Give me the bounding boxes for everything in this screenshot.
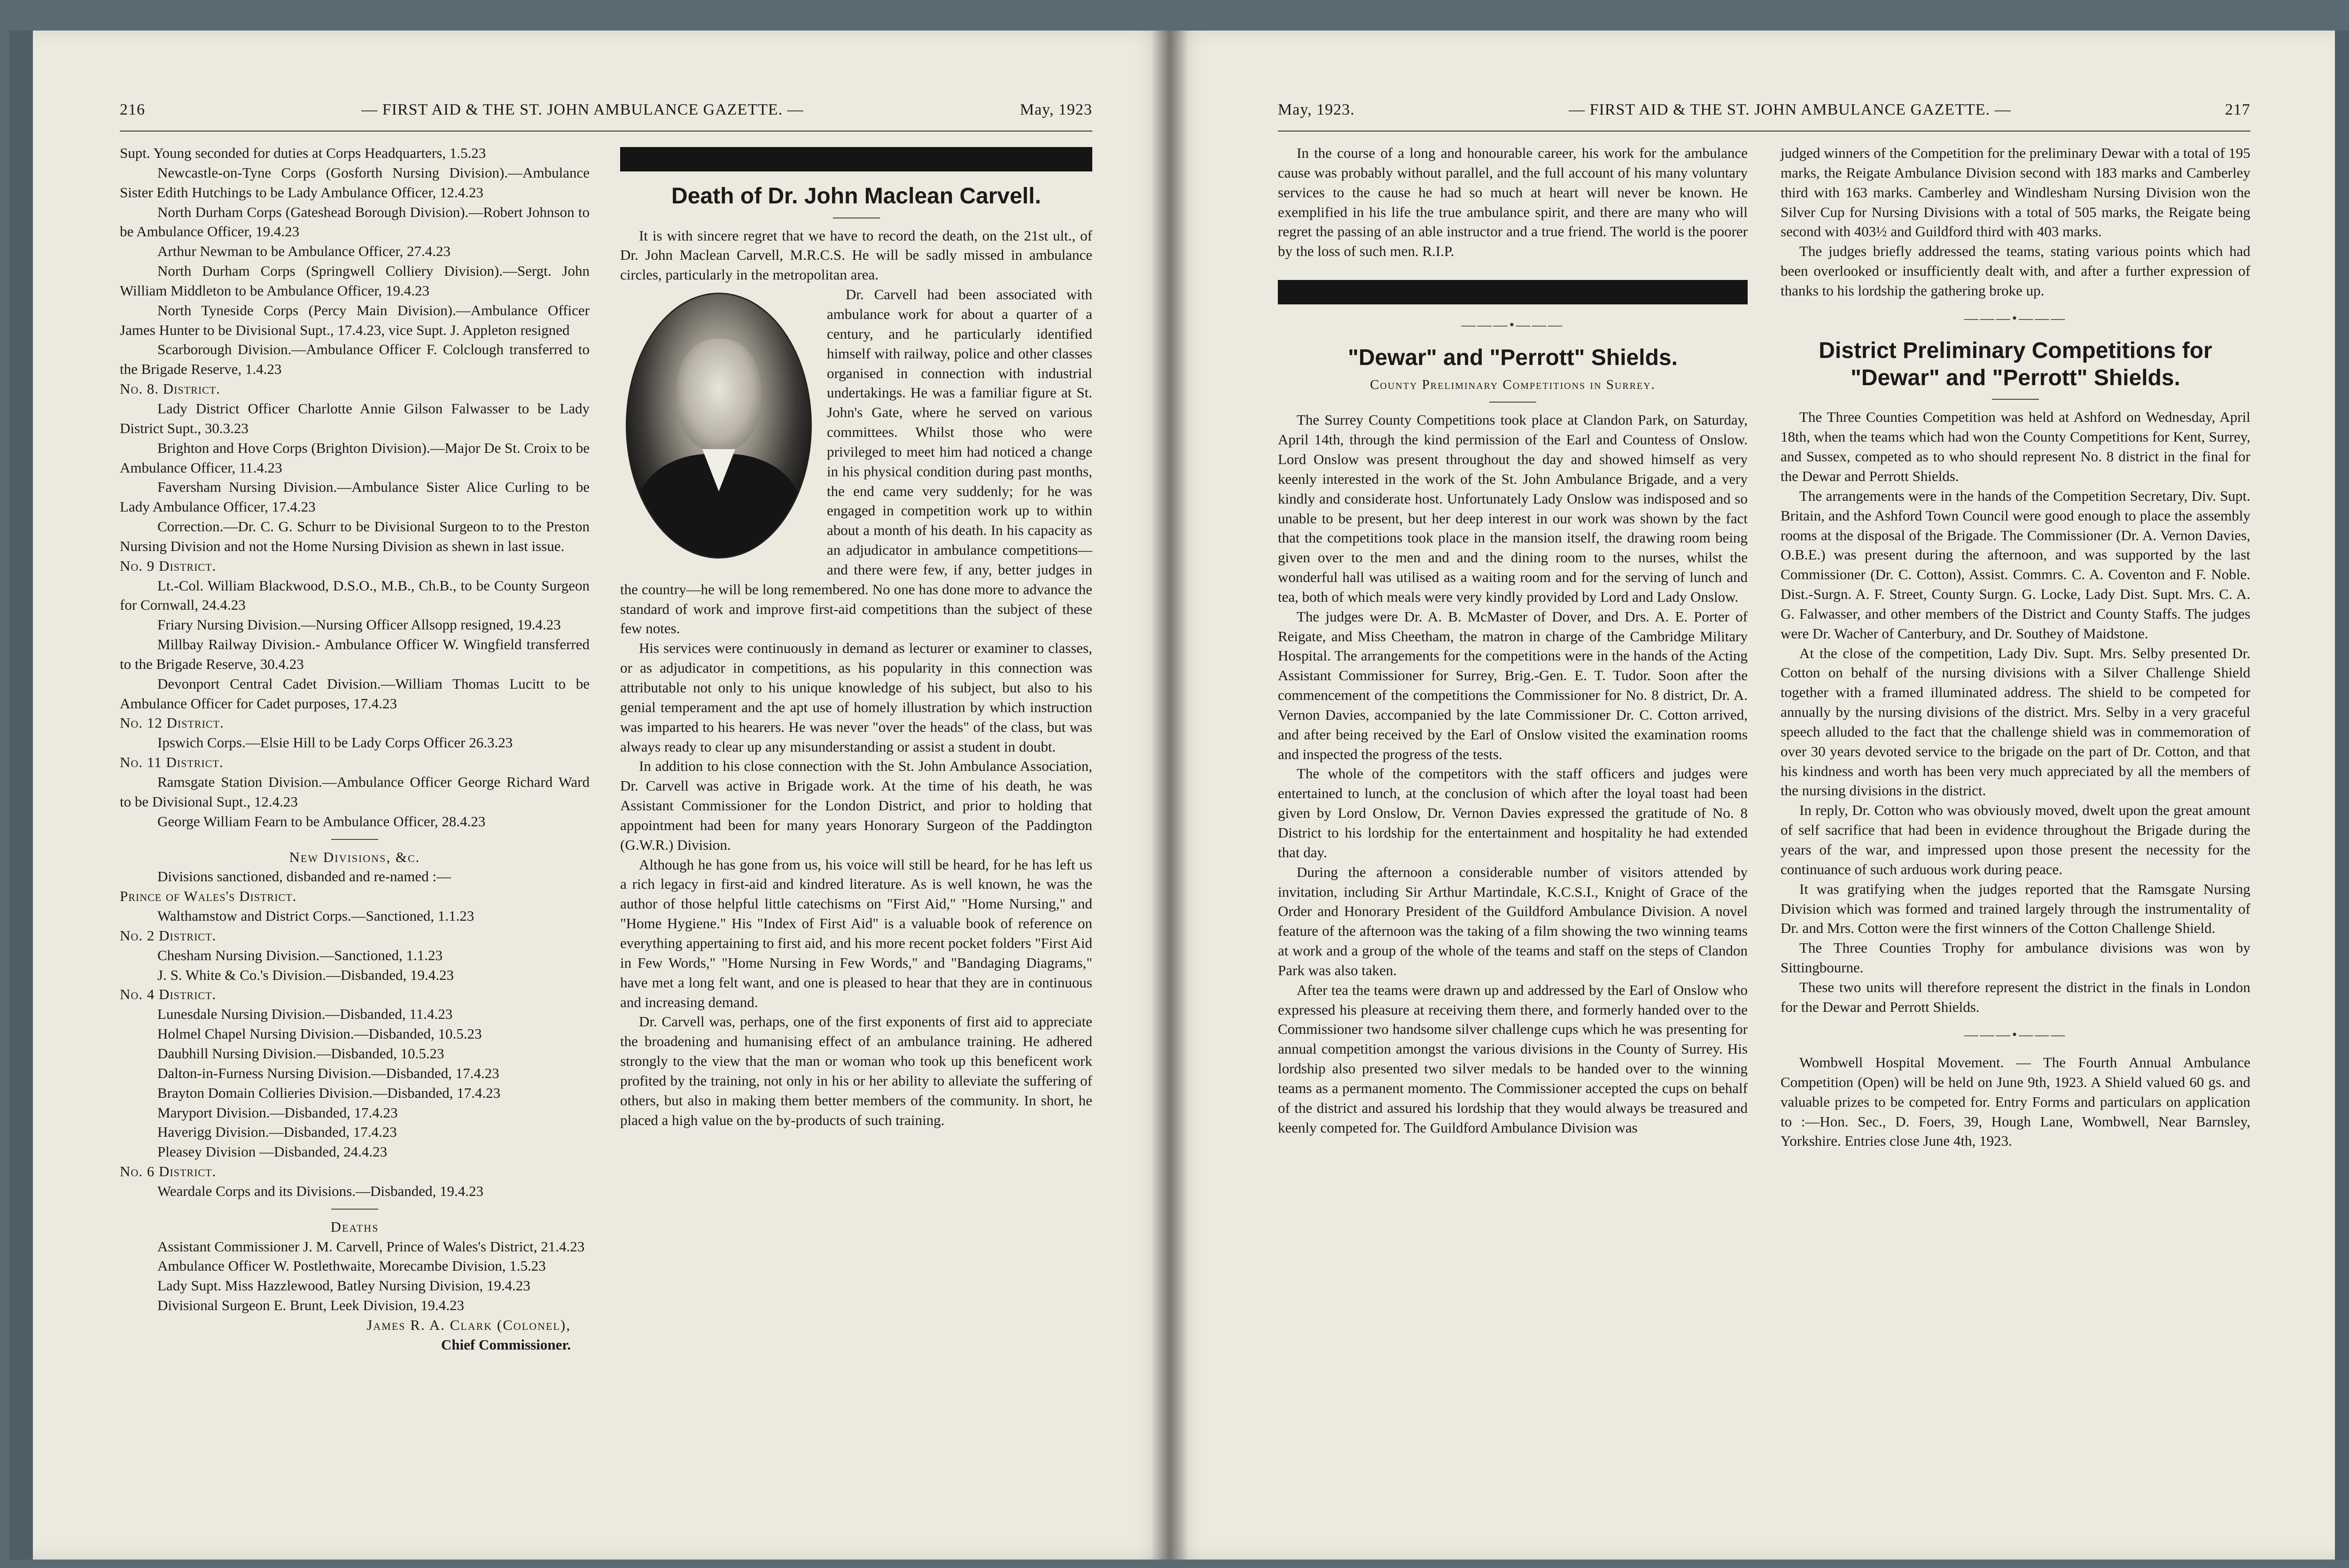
district-heading: No. 12 District. — [120, 714, 224, 731]
obituary-paragraph: In addition to his close connection with the St. John Ambulance Association, Dr. Carvell was active in Brigade work. At the time of his death, he was Assistant Commissioner for the London District, and prior to holding that appointment had been for many years Honorary Surgeon of the Paddington (G.W.R.) Division. — [620, 758, 1092, 853]
right-header-rule — [1278, 131, 2250, 132]
list-item: Lunesdale Nursing Division.—Disbanded, 11.4.23 — [157, 1006, 453, 1023]
right-header-date: May, 1923. — [1278, 101, 1355, 118]
left-header-rule — [120, 131, 1092, 132]
divider — [1489, 402, 1536, 403]
left-column-obituary — [620, 143, 1092, 1130]
list-item: Ambulance Officer W. Postlethwaite, Morecambe Division, 1.5.23 — [157, 1258, 546, 1274]
list-item: Weardale Corps and its Divisions.—Disbanded, 19.4.23 — [157, 1182, 484, 1199]
district-paragraph: It was gratifying when the judges reported that the Ramsgate Nursing Division which was formed and trained largely through the instrumentality of Dr. and Mrs. Cotton were the first winners of the Cotton Challenge Shield. — [1781, 880, 2250, 937]
right-page — [1170, 31, 2335, 1560]
surrey-continuation: judged winners of the Competition for the preliminary Dewar with a total of 195 marks, the Reigate Ambulance Division second with 183 marks and Camberley third with 163 marks. Camberley and Windlesham Nursing Division won the Silver Cup for Nursing Divisions with a total of 505 marks, the Reigate being second with 403½ and Guildford third with 403 marks. — [1781, 145, 2250, 240]
obituary-paragraph: It is with sincere regret that we have to record the death, on the 21st ult., of Dr. John Maclean Carvell, M.R.C.S. He will be sadly missed in ambulance circles, particularly in the metropolitan area. — [620, 227, 1092, 283]
list-item: Newcastle-on-Tyne Corps (Gosforth Nursing Division).—Ambulance Sister Edith Hutchings to be Lady Ambulance Officer, 12.4.23 — [120, 164, 590, 201]
list-item: J. S. White & Co.'s Division.—Disbanded, 19.4.23 — [157, 966, 454, 983]
list-item: George William Fearn to be Ambulance Officer, 28.4.23 — [157, 813, 486, 830]
right-page-header — [1278, 101, 2250, 119]
portrait-photo — [626, 293, 812, 559]
list-item: Dalton-in-Furness Nursing Division.—Disbanded, 17.4.23 — [157, 1064, 499, 1081]
district-heading: No. 6 District. — [120, 1163, 217, 1180]
obituary-paragraph: Dr. Carvell was, perhaps, one of the first exponents of first aid to appreciate the broadening and humanising effect of an ambulance training. He adhered strongly to the view that the man or woman who took up this beneficent work profited by the training, not only in his or her ability to alleviate the suffering of others, but also in making them better members of the community. In short, he placed a high value on the by-products of such training. — [620, 1013, 1092, 1128]
left-page-header — [120, 101, 1092, 119]
left-header-date: May, 1923 — [1019, 101, 1092, 118]
list-item: Walthamstow and District Corps.—Sanctioned, 1.1.23 — [157, 908, 474, 924]
ornament-divider: ———•——— — [1461, 317, 1564, 333]
portrait-frame — [620, 289, 817, 562]
list-item: Lady Supt. Miss Hazzlewood, Batley Nursing Division, 19.4.23 — [157, 1277, 530, 1294]
district-paragraph: These two units will therefore represent the district in the finals in London for the Dewar and Perrott Shields. — [1781, 978, 2250, 1015]
black-banner — [1278, 280, 1748, 304]
list-item: North Durham Corps (Gateshead Borough Division).—Robert Johnson to be Ambulance Officer, 19.4.23 — [120, 203, 590, 240]
ornament-divider: ———•——— — [1964, 1026, 2067, 1042]
list-item: Friary Nursing Division.—Nursing Officer Allsopp resigned, 19.4.23 — [157, 616, 561, 633]
wombwell-notice: Wombwell Hospital Movement. — The Fourth Annual Ambulance Competition (Open) will be held on June 9th, 1923. A Shield valued 60 gs. and valuable prizes to be competed for. Entry Forms and particulars on application to :—Hon. Sec., D. Foers, 39, Hough Lane, Wombwell, Near Barnsley, Yorkshire. Entries close June 4th, 1923. — [1781, 1054, 2250, 1149]
obituary-paragraph: His services were continuously in demand as lecturer or examiner to classes, or as adjudicator in competitions, as his popularity in this connection was attributable not only to his unique knowledge of his subject, but also to his genial temperament and the apt use of homely illustration by which instruction was imparted to his hearers. He was never "over the heads" of the class, but was always ready to clear up any misunderstanding or assist a student in doubt. — [620, 640, 1092, 755]
divider — [1992, 399, 2039, 400]
surrey-paragraph: The Surrey County Competitions took place at Clandon Park, on Saturday, April 14th, through the kind permission of the Earl and Countess of Onslow. Lord Onslow was present throughout the day and showed himself as very keenly interested in the work of the St. John Ambulance Brigade, and a very kindly and considerate host. Unfortunately Lady Onslow was indisposed and so unable to be present, but her deep interest in our work was shown by the fact that the competitions took place in the mansion itself, the drawing room being given over to the men and and the dining room to the nurses, whilst the wonderful hall was utilised as a waiting room and for the serving of lunch and tea, both of which meals were very kindly provided by Lord and Lady Onslow. — [1278, 411, 1748, 605]
list-item: Holmel Chapel Nursing Division.—Disbanded, 10.5.23 — [157, 1025, 482, 1042]
list-item: North Durham Corps (Springwell Colliery Division).—Sergt. John William Middleton to be Ambulance Officer, 19.4.23 — [120, 263, 590, 299]
left-page — [33, 31, 1170, 1560]
district-heading: No. 2 District. — [120, 927, 217, 944]
obituary-paragraph: Although he has gone from us, his voice will still be heard, for he has left us a rich legacy in first-aid and kindred literature. As is well known, he was the author of those helpful little catechisms on "First Aid," "Home Nursing," and "Home Hygiene." His "Index of First Aid" is a valuable book of reference on everything appertaining to first aid, and his more recent pocket folders "First Aid in Few Words," "Home Nursing in Few Words," and "Bandaging Diagrams," have met a long felt want, and one is pleased to hear that they are in continuous and increasing demand. — [620, 856, 1092, 1010]
list-item: Maryport Division.—Disbanded, 17.4.23 — [157, 1104, 398, 1121]
signoff-title: Chief Commissioner. — [441, 1336, 571, 1353]
ornament-divider: ———•——— — [1964, 310, 2067, 326]
list-item: Haverigg Division.—Disbanded, 17.4.23 — [157, 1124, 397, 1141]
list-item: Scarborough Division.—Ambulance Officer F. Colclough transferred to the Brigade Reserve, 1.4.23 — [120, 341, 590, 378]
surrey-paragraph: After tea the teams were drawn up and addressed by the Earl of Onslow who expressed his pleasure at receiving them there, and formerly handed over to the Commissioner two handsome silver challenge cups which he was presenting for annual competition amongst the various divisions in the County of Surrey. His lordship also presented two silver medals to be handed over to the winning teams as a permanent momento. The Commissioner accepted the cups on behalf of the district and assured his lordship that they would always be treasured and keenly competed for. The Guildford Ambulance Division was — [1278, 981, 1748, 1136]
list-item: Brayton Domain Collieries Division.—Disbanded, 17.4.23 — [157, 1084, 501, 1101]
list-item: Divisional Surgeon E. Brunt, Leek Division, 19.4.23 — [157, 1297, 464, 1314]
list-item: Pleasey Division —Disbanded, 24.4.23 — [157, 1143, 388, 1160]
new-divisions-intro: Divisions sanctioned, disbanded and re-named :— — [157, 868, 451, 885]
left-page-number: 216 — [120, 101, 145, 118]
left-running-title: — FIRST AID & THE ST. JOHN AMBULANCE GAZETTE. — — [361, 101, 804, 118]
list-item: Daubhill Nursing Division.—Disbanded, 10.5.23 — [157, 1045, 444, 1062]
list-item: Faversham Nursing Division.—Ambulance Sister Alice Curling to be Lady Ambulance Officer, 17.4.23 — [120, 479, 590, 515]
right-column-district-competitions — [1781, 143, 2250, 1151]
appointments-list — [120, 143, 590, 831]
district-paragraph: At the close of the competition, Lady Div. Supt. Mrs. Selby presented Dr. Cotton on behalf of the nursing divisions with a Silver Challenge Shield together with a framed illuminated address. The shield to be competed for annually by the nursing divisions of the district. Mrs. Selby in a very graceful speech alluded to the fact that the challenge shield was in commemoration of over 30 years devoted service to the brigade on the part of Dr. Cotton, and that his kindness and worth has been very much appreciated by all the members of the nursing divisions in the district. — [1781, 644, 2250, 799]
district-heading: No. 8. District. — [120, 380, 221, 397]
list-item: Chesham Nursing Division.—Sanctioned, 1.1.23 — [157, 947, 443, 963]
district-headline: District Preliminary Competitions for "Dewar" and "Perrott" Shields. — [1819, 338, 2212, 390]
district-heading: No. 11 District. — [120, 754, 224, 771]
divider — [331, 839, 378, 840]
list-item: North Tyneside Corps (Percy Main Division).—Ambulance Officer James Hunter to be Divisional Supt., 17.4.23, vice Supt. J. Appleton resigned — [120, 302, 590, 338]
divider — [833, 217, 880, 218]
shields-subhead: County Preliminary Competitions in Surrey. — [1370, 377, 1656, 393]
new-divisions-heading: New Divisions, &c. — [289, 848, 420, 865]
district-paragraph: The Three Counties Trophy for ambulance divisions was won by Sittingbourne. — [1781, 939, 2250, 976]
list-item: Lady District Officer Charlotte Annie Gilson Falwasser to be Lady District Supt., 30.3.23 — [120, 400, 590, 436]
divider — [331, 1209, 378, 1210]
list-item: Correction.—Dr. C. G. Schurr to be Divisional Surgeon to to the Preston Nursing Division and not the Home Nursing Division as shewn in last issue. — [120, 518, 590, 554]
obituary-headline: Death of Dr. John Maclean Carvell. — [671, 184, 1041, 209]
list-item: Millbay Railway Division.- Ambulance Officer W. Wingfield transferred to the Brigade Reserve, 30.4.23 — [120, 636, 590, 672]
obituary-conclusion: In the course of a long and honourable career, his work for the ambulance cause was probably without parallel, and the full account of his many voluntary services to the cause he had so much at heart will never be known. He exemplified in his life the true ambulance spirit, and there are many who will regret the passing of an able instructor and a true friend. The world is the poorer by the loss of such men. R.I.P. — [1278, 145, 1748, 260]
surrey-paragraph: The judges were Dr. A. B. McMaster of Dover, and Drs. A. E. Porter of Reigate, and Miss Cheetham, the matron in charge of the Cambridge Military Hospital. The arrangements for the competitions were in the hands of the Acting Assistant Commissioner for Surrey, Brig.-Gen. E. T. Tudor. Soon after the commencement of the competitions the Commissioner for No. 8 district, Dr. A. Vernon Davies, accompanied by the late Commissioner Dr. C. Cotton arrived, and after being received by the Earl of Onslow visited the examination rooms and inspected the progress of the tests. — [1278, 608, 1748, 762]
right-column-surrey-competitions — [1278, 143, 1748, 1138]
left-column-brigade-appointments — [120, 143, 590, 1355]
right-page-number: 217 — [2225, 101, 2250, 118]
list-item: Supt. Young seconded for duties at Corps Headquarters, 1.5.23 — [120, 145, 486, 161]
surrey-continuation: The judges briefly addressed the teams, stating various points which had been overlooked or insufficiently dealt with, and after a further expression of thanks to his lordship the gathering broke up. — [1781, 243, 2250, 299]
black-banner — [620, 147, 1092, 171]
list-item: Arthur Newman to be Ambulance Officer, 27.4.23 — [157, 243, 451, 260]
right-running-title: — FIRST AID & THE ST. JOHN AMBULANCE GAZETTE. — — [1569, 101, 2011, 118]
list-item: Ipswich Corps.—Elsie Hill to be Lady Corps Officer 26.3.23 — [157, 734, 513, 751]
district-paragraph: The arrangements were in the hands of the Competition Secretary, Div. Supt. Britain, and the Ashford Town Council were good enough to place the assembly rooms at the disposal of the Brigade. The Commissioner (Dr. A. Vernon Davies, O.B.E.) was present during the afternoon, and was supported by the last Commissioner (Dr. C. Cotton), Assist. Commrs. C. A. Coventon and F. Noble. Dist.-Surgn. A. F. Street, County Surgn. G. Locke, Lady Dist. Supt. Mrs. C. A. G. Falwasser, and other members of the District and County Staffs. The judges were Dr. Wacher of Canterbury, and Dr. Southey of Maidstone. — [1781, 487, 2250, 642]
list-item: Devonport Central Cadet Division.—William Thomas Lucitt to be Ambulance Officer for Cadet purposes, 17.4.23 — [120, 675, 590, 712]
deaths-heading: Deaths — [330, 1218, 379, 1235]
district-heading: No. 4 District. — [120, 986, 217, 1003]
surrey-paragraph: The whole of the competitors with the staff officers and judges were entertained to lunch, at the conclusion of which after the loyal toast had been given by Lord Onslow, Dr. Vernon Davies expressed the gratitude of No. 8 District to his lordship for the entertainment and hospitality he had extended that day. — [1278, 765, 1748, 861]
district-heading: No. 9 District. — [120, 557, 217, 574]
divisions-list — [120, 886, 590, 1201]
obituary-paragraph: Dr. Carvell had been associated with ambulance work for about a quarter of a century, and he particularly identified himself with railway, police and other classes organised in connection with industrial undertakings. He was a familiar figure at St. John's Gate, where he served on various committees. Whilst those who were privileged to meet him had noticed a change in his physical condition during past months, the end came very suddenly; for he was engaged in competition work up to within about a month of his death. In his capacity as an adjudicator in ambulance competitions—and there were few, if any, better judges in the country—he will be long remembered. No one has done more to advance the standard of work and improve first-aid competitions than the subject of these few notes. — [620, 286, 1092, 637]
district-heading: Prince of Wales's District. — [120, 888, 297, 905]
list-item: Assistant Commissioner J. M. Carvell, Prince of Wales's District, 21.4.23 — [157, 1238, 585, 1255]
list-item: Ramsgate Station Division.—Ambulance Officer George Richard Ward to be Divisional Supt., 12.4.23 — [120, 774, 590, 810]
deaths-list — [120, 1237, 590, 1315]
shields-headline: "Dewar" and "Perrott" Shields. — [1348, 345, 1678, 370]
list-item: Brighton and Hove Corps (Brighton Division).—Major De St. Croix to be Ambulance Officer, 11.4.23 — [120, 439, 590, 476]
district-paragraph: In reply, Dr. Cotton who was obviously moved, dwelt upon the great amount of self sacrifice that had been in evidence throughout the Brigade during the years of the war, and impressed upon those present the necessity for the continuance of such arduous work during peace. — [1781, 802, 2250, 877]
district-paragraph: The Three Counties Competition was held at Ashford on Wednesday, April 18th, when the teams which had won the County Competitions for Kent, Surrey, and Sussex, competed as to who should represent No. 8 district in the final for the Dewar and Perrott Shields. — [1781, 409, 2250, 484]
list-item: Lt.-Col. William Blackwood, D.S.O., M.B., Ch.B., to be County Surgeon for Cornwall, 24.4.23 — [120, 577, 590, 613]
signoff-name: James R. A. Clark (Colonel), — [366, 1316, 571, 1333]
magazine-spread — [9, 31, 2349, 1560]
surrey-paragraph: During the afternoon a considerable number of visitors attended by invitation, including Sir Arthur Martindale, K.C.S.I., Knight of Grace of the Order and Honorary President of the Guildford Ambulance Division. A novel feature of the afternoon was the taking of a film showing the two winning teams at work and a group of the whole of the teams and staff on the steps of Clandon Park was also taken. — [1278, 863, 1748, 978]
